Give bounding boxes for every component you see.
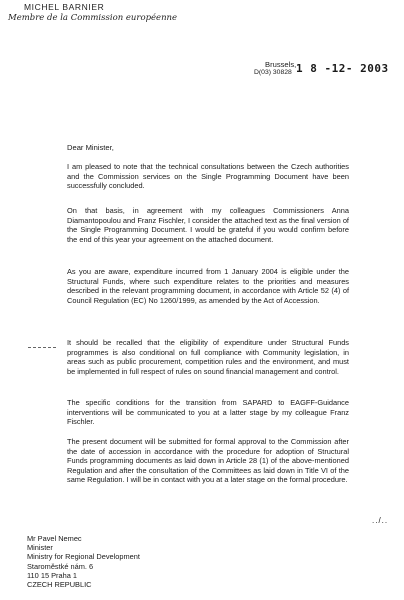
recipient-address <box>27 534 140 589</box>
paragraph-2: On that basis, in agreement with my colleagues Commissioners Anna Diamantopoulou and Franz Fischler, I consider the attached text as the final version of the Single Programming Document. I would be grateful if you would confirm before the end of this year your agreement on the attached document. <box>67 206 349 244</box>
address-line: Mr Pavel Nemec <box>27 534 82 543</box>
continuation-mark: ../.. <box>372 516 389 525</box>
letterhead <box>8 2 177 23</box>
address-line: Staroměstké nám. 6 <box>27 561 94 571</box>
paragraph-4: It should be recalled that the eligibility of expenditure under Structural Funds programmes is also conditional on full compliance with Community legislation, in areas such as public procurement, competition rules and the environment, and must be implemented in full respect of rules on sound financial management and control. <box>67 338 349 376</box>
address-line: 110 15 Praha 1 <box>27 570 77 580</box>
address-line: Ministry for Regional Development <box>27 552 140 562</box>
salutation: Dear Minister, <box>67 143 114 152</box>
reference-number: D(03) 30828 <box>254 69 292 76</box>
place: Brussels, <box>265 60 297 69</box>
paragraph-5: The specific conditions for the transition from SAPARD to EAGFF-Guidance interventions will be communicated to you at a latter stage by my colleague Franz Fischler. <box>67 398 349 427</box>
date-stamp: 1 8 -12- 2003 <box>296 62 389 75</box>
paragraph-6: The present document will be submitted for formal approval to the Commission after the date of accession in accordance with the procedure for adoption of Structural Funds programming documents as laid down in Article 28 (1) of the above-mentioned Regulation and after the consultation of the Committees as laid down in Title VI of the same Regulation. I will be in contact with you at a later stage on the formal procedure. <box>67 437 349 485</box>
paragraph-3: As you are aware, expenditure incurred from 1 January 2004 is eligible under the Structural Funds, where such expenditure relates to the priorities and measures described in the relevant programming document, in accordance with Article 52 (4) of Council Regulation (EC) No 1260/1999, as amended by the Act of Accession. <box>67 267 349 305</box>
address-line: CZECH REPUBLIC <box>27 580 92 590</box>
paragraph-1: I am pleased to note that the technical consultations between the Czech authorities and the Commission services on the Single Programming Document have been successfully concluded. <box>67 162 349 191</box>
address-line: Minister <box>27 543 53 553</box>
sender-name: MICHEL BARNIER <box>24 2 105 12</box>
margin-mark <box>28 347 56 348</box>
sender-title: Membre de la Commission européenne <box>8 13 178 23</box>
